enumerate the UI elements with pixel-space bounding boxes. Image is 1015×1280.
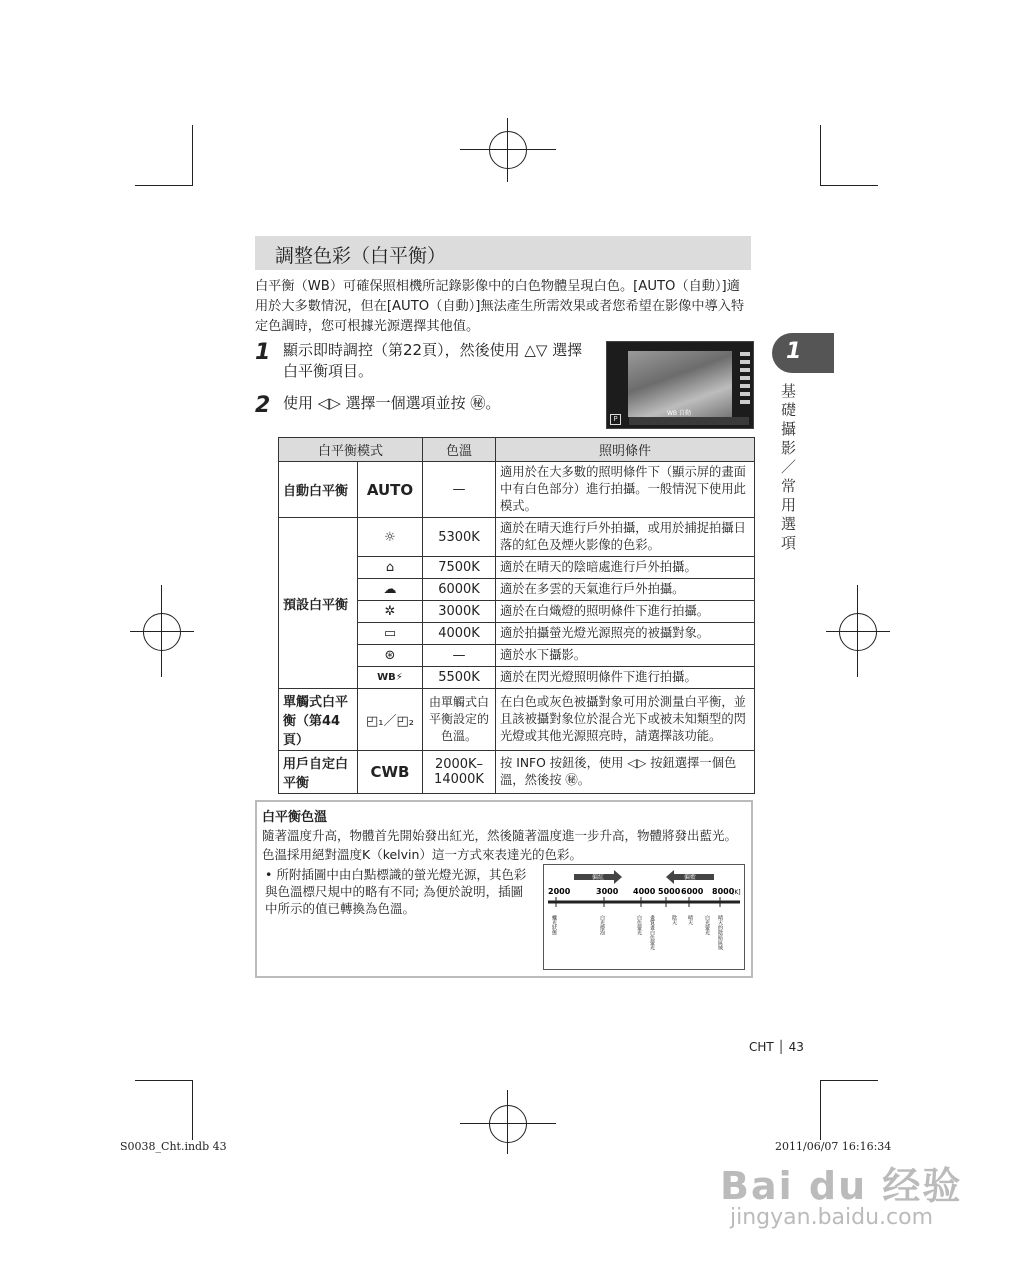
symbol-cell: AUTO [358, 462, 423, 518]
section-title: 調整色彩（白平衡） [275, 245, 447, 267]
wb-options-strip [629, 417, 749, 425]
table-row [279, 462, 755, 518]
crop-mark [820, 185, 878, 186]
registration-line [161, 585, 162, 677]
crop-mark [135, 185, 193, 186]
registration-mark [839, 613, 877, 651]
step-2 [255, 393, 595, 418]
svg-text:陰天: 陰天 [671, 915, 677, 925]
temp-cell: 由單觸式白平衡設定的色溫。 [423, 689, 496, 751]
crop-mark [135, 1080, 193, 1081]
wb-label: WB 自動 [667, 410, 691, 417]
temp-cell: 7500K [423, 557, 496, 579]
header-temp: 色溫 [423, 438, 496, 462]
page-number: CHT │ 43 [749, 1040, 804, 1054]
symbol-cell: CWB [358, 751, 423, 794]
bullet-text: 所附插圖中由白點標識的螢光燈光源，其色彩與色溫標尺規中的略有不同; 為便於說明，插圖中所示的值已轉換為色溫。 [265, 867, 527, 916]
table-row [279, 689, 755, 751]
light-cell: 適於在晴天的陰暗處進行戶外拍攝。 [496, 557, 755, 579]
registration-line [507, 1090, 508, 1154]
step-number: 1 [255, 340, 271, 365]
svg-text:晴天的陰暗區域: 晴天的陰暗區域 [717, 915, 723, 950]
scale-tick-label: 3000 [596, 887, 619, 896]
white-balance-table [278, 437, 755, 794]
table-row [279, 751, 755, 794]
temp-cell: 5300K [423, 518, 496, 557]
crop-mark [192, 125, 193, 185]
flash-wb-icon: WB⚡ [358, 667, 423, 689]
box-title: 白平衡色溫 [262, 810, 328, 825]
temp-cell: — [423, 645, 496, 667]
scale-unit: [K] [732, 889, 741, 896]
color-temperature-box [255, 800, 753, 978]
sunny-icon: ☼ [358, 518, 423, 557]
mode-cell: 用戶自定白平衡 [279, 751, 358, 794]
registration-line [857, 585, 858, 677]
registration-line [507, 118, 508, 182]
box-bullet: • 所附插圖中由白點標識的螢光燈光源，其色彩與色溫標尺規中的略有不同; 為便於說明，插圖中所示的值已轉換為色溫。 [265, 867, 527, 916]
registration-line [460, 1123, 556, 1124]
light-cell: 適於在閃光燈照明條件下進行拍攝。 [496, 667, 755, 689]
registration-mark [143, 613, 181, 651]
step-text: 使用 ◁▷ 選擇一個選項並按 ㊙。 [283, 394, 501, 412]
mode-cell: 自動白平衡 [279, 462, 358, 518]
svg-text:畫質晝白色螢光: 畫質晝白色螢光 [649, 915, 655, 950]
mode-cell: 預設白平衡 [279, 518, 358, 689]
registration-line [130, 631, 194, 632]
one-touch-wb-icon: ◰₁／◰₂ [358, 689, 423, 751]
mode-cell: 單觸式白平衡（第44頁） [279, 689, 358, 751]
svg-text:白色螢光: 白色螢光 [636, 915, 642, 935]
header-light: 照明條件 [496, 438, 755, 462]
temp-cell: 4000K [423, 623, 496, 645]
svg-text:晴天: 晴天 [687, 915, 693, 925]
step-text: 顯示即時調控（第22頁），然後使用 △▽ 選擇白平衡項目。 [283, 341, 583, 380]
registration-mark [489, 131, 527, 169]
crop-mark [820, 1080, 821, 1140]
crop-mark [820, 125, 821, 185]
scale-captions [551, 914, 724, 951]
box-text: 隨著溫度升高，物體首先開始發出紅光，然後隨著溫度進一步升高，物體將發出藍光。色溫採用絕對溫度K（kelvin）這一方式來表達光的色彩。 [262, 828, 738, 862]
watermark-logo: Bai du 经验 [720, 1164, 963, 1208]
scale-tick-label: 6000 [681, 887, 704, 896]
registration-line [460, 149, 556, 150]
scale-tick-label: 2000 [548, 887, 571, 896]
header-mode: 白平衡模式 [279, 438, 423, 462]
svg-text:白光燈泡: 白光燈泡 [599, 915, 605, 935]
table-row [279, 518, 755, 557]
table-header-row [279, 438, 755, 462]
cloudy-icon: ☁ [358, 579, 423, 601]
arrow-label: 偏紅 [592, 874, 605, 881]
light-cell: 適於在晴天進行戶外拍攝，或用於捕捉拍攝日落的紅色及煙火影像的色彩。 [496, 518, 755, 557]
chapter-tab [772, 333, 834, 373]
print-date: 2011/06/07 16:16:34 [775, 1140, 892, 1153]
scale-tick-label: 5000 [658, 887, 681, 896]
scale-tick-label: 4000 [633, 887, 656, 896]
light-cell: 適用於在大多數的照明條件下（顯示屏的畫面中有白色部分）進行拍攝。一般情況下使用此模式。 [496, 462, 755, 518]
color-temperature-scale [543, 864, 745, 970]
mode-indicator: P [610, 414, 621, 425]
registration-line [826, 631, 890, 632]
intro-paragraph: 白平衡（WB）可確保照相機所記錄影像中的白色物體呈現白色。[AUTO（自動）]適用於大多數情況，但在[AUTO（自動）]無法產生所需效果或者您希望在影像中導入特定色調時，您可根據光源選擇其他值。 [255, 279, 745, 334]
step-number: 2 [255, 393, 271, 418]
scale-tick-label: 8000 [712, 887, 735, 896]
arrow-label: 偏藍 [684, 874, 697, 881]
chapter-title: 基礎攝影／常用選項 [781, 382, 797, 552]
live-control-icons [740, 352, 750, 407]
chapter-number: 1 [786, 339, 802, 364]
light-cell: 在白色或灰色被攝對象可用於測量白平衡，並且該被攝對象位於混合光下或被未知類型的閃光燈或其他光源照亮時，請選擇該功能。 [496, 689, 755, 751]
tungsten-icon: ✲ [358, 601, 423, 623]
registration-mark [489, 1105, 527, 1143]
svg-text:白光螢光: 白光螢光 [704, 915, 710, 935]
underwater-icon: ⊛ [358, 645, 423, 667]
scale-diagram [544, 865, 744, 969]
camera-screen-illustration [606, 341, 754, 429]
crop-mark [820, 1080, 878, 1081]
light-cell: 按 INFO 按鈕後，使用 ◁▷ 按鈕選擇一個色溫，然後按 ㊙。 [496, 751, 755, 794]
step-1 [255, 340, 595, 380]
light-cell: 適於水下攝影。 [496, 645, 755, 667]
crop-mark [192, 1080, 193, 1140]
temp-cell: 6000K [423, 579, 496, 601]
shade-icon: ⌂ [358, 557, 423, 579]
temp-cell: — [423, 462, 496, 518]
temp-cell: 5500K [423, 667, 496, 689]
temp-cell: 3000K [423, 601, 496, 623]
svg-text:蠟光狀態: 蠟光狀態 [551, 915, 557, 935]
temp-cell: 2000K–14000K [423, 751, 496, 794]
section-title-bar [255, 236, 751, 270]
light-cell: 適於拍攝螢光燈光源照亮的被攝對象。 [496, 623, 755, 645]
watermark-url: jingyan.baidu.com [730, 1205, 934, 1230]
light-cell: 適於在多雲的天氣進行戶外拍攝。 [496, 579, 755, 601]
fluorescent-icon: ▭ [358, 623, 423, 645]
light-cell: 適於在白熾燈的照明條件下進行拍攝。 [496, 601, 755, 623]
file-name: S0038_Cht.indb 43 [120, 1140, 227, 1153]
